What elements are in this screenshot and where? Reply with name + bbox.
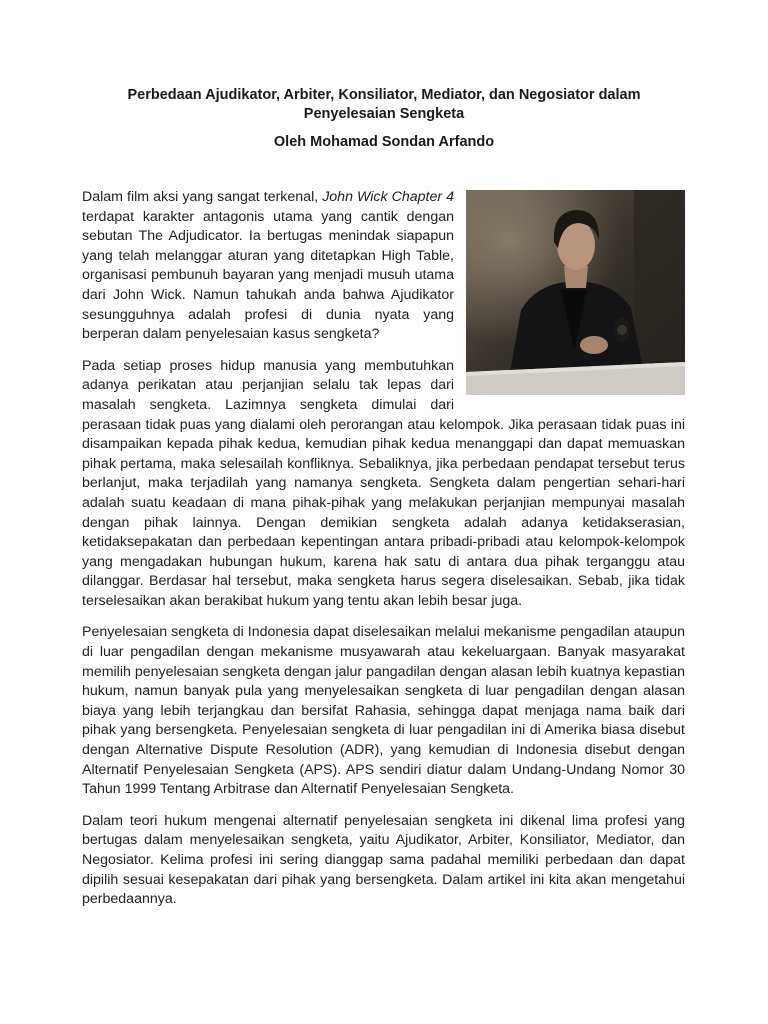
film-title: John Wick Chapter 4 [322,189,454,205]
article-body [82,188,685,922]
document-title: Perbedaan Ajudikator, Arbiter, Konsiliator, Mediator, dan Negosiator dalam Penyelesaian Sengketa [127,87,641,122]
author-line: Oleh Mohamad Sondan Arfando [273,134,495,150]
paragraph-1-rest: terdapat karakter antagonis utama yang cantik dengan sebutan The Adjudicator. Ia bertugas menindak siapapun yang telah melanggar aturan yang ditetapkan High Table, organisasi pembunuh bayaran yang menjadi musuh utama dari John Wick. Namun tahukah anda bahwa Ajudikator sesungguhnya adalah profesi di dunia nyata yang berperan dalam penyelesaian kasus sengketa? [82,208,454,343]
photo-adjudicator-icon [466,190,685,395]
adjudicator-photo [466,190,685,395]
paragraph-3: Penyelesaian sengketa di Indonesia dapat diselesaikan melalui mekanisme pengadilan ataupun di luar pengadilan dengan mekanisme musyawarah atau kekeluargaan. Banyak masyarakat memilih penyelesaian sengketa dengan jalur pangadilan dengan alasan lebih kuatnya kepastian hukum, namun banyak pula yang menyelesaikan sengketa di luar pengadilan dengan alasan biaya yang lebih terjangkau dan bersifat Rahasia, sehingga dapat menjaga nama baik dari pihak yang bersengketa. Penyelesaian sengketa di luar pengadilan ini di Amerika biasa disebut dengan Alternative Dispute Resolution (ADR), yang kemudian di Indonesia disebut dengan Alternatif Penyelesaian Sengketa (APS). APS sendiri diatur dalam Undang-Undang Nomor 30 Tahun 1999 Tentang Arbitrase dan Alternatif Penyelesaian Sengketa. [82,624,685,798]
paragraph-1-intro: Dalam film aksi yang sangat terkenal, [82,189,323,205]
paragraph-4: Dalam teori hukum mengenai alternatif penyelesaian sengketa ini dikenal lima profesi yang bertugas dalam menyelesaikan sengketa, yaitu Ajudikator, Arbiter, Konsiliator, Mediator, dan Negosiator. Kelima profesi ini sering dianggap sama padahal memiliki perbedaan dan dapat dipilih sesuai kesepakatan dari pihak yang bersengketa. Dalam artikel ini kita akan mengetahui perbedaannya. [82,812,685,908]
paragraph-2: Pada setiap proses hidup manusia yang membutuhkan adanya perikatan atau perjanjian selalu tak lepas dari masalah sengketa. Lazimnya sengketa dimulai dari perasaan tidak puas yang dialami oleh perorangan atau kelompok. Jika perasaan tidak puas ini disampaikan kepada pihak kedua, kemudian pihak kedua menanggapi dan dapat memuaskan pihak pertama, maka selesailah konfliknya. Sebaliknya, jika perbedaan pendapat tersebut terus berlanjut, maka terjadilah yang namanya sengketa. Sengketa dalam pengertian sehari-hari adalah suatu keadaan di mana pihak-pihak yang melakukan perjanjian mempunyai masalah dengan pihak lainnya. Dengan demikian sengketa adalah adanya ketidakserasian, ketidaksepakatan dan perbedaan kepentingan antara pribadi-pribadi atau kelompok-kelompok yang mengadakan hubungan hukum, karena hak satu di antara dua pihak terganggu atau dilanggar. Berdasar hal tersebut, maka sengketa harus segera diselesaikan. Sebab, jika tidak terselesaikan akan berakibat hukum yang tentu akan lebih besar juga. [82,357,685,609]
